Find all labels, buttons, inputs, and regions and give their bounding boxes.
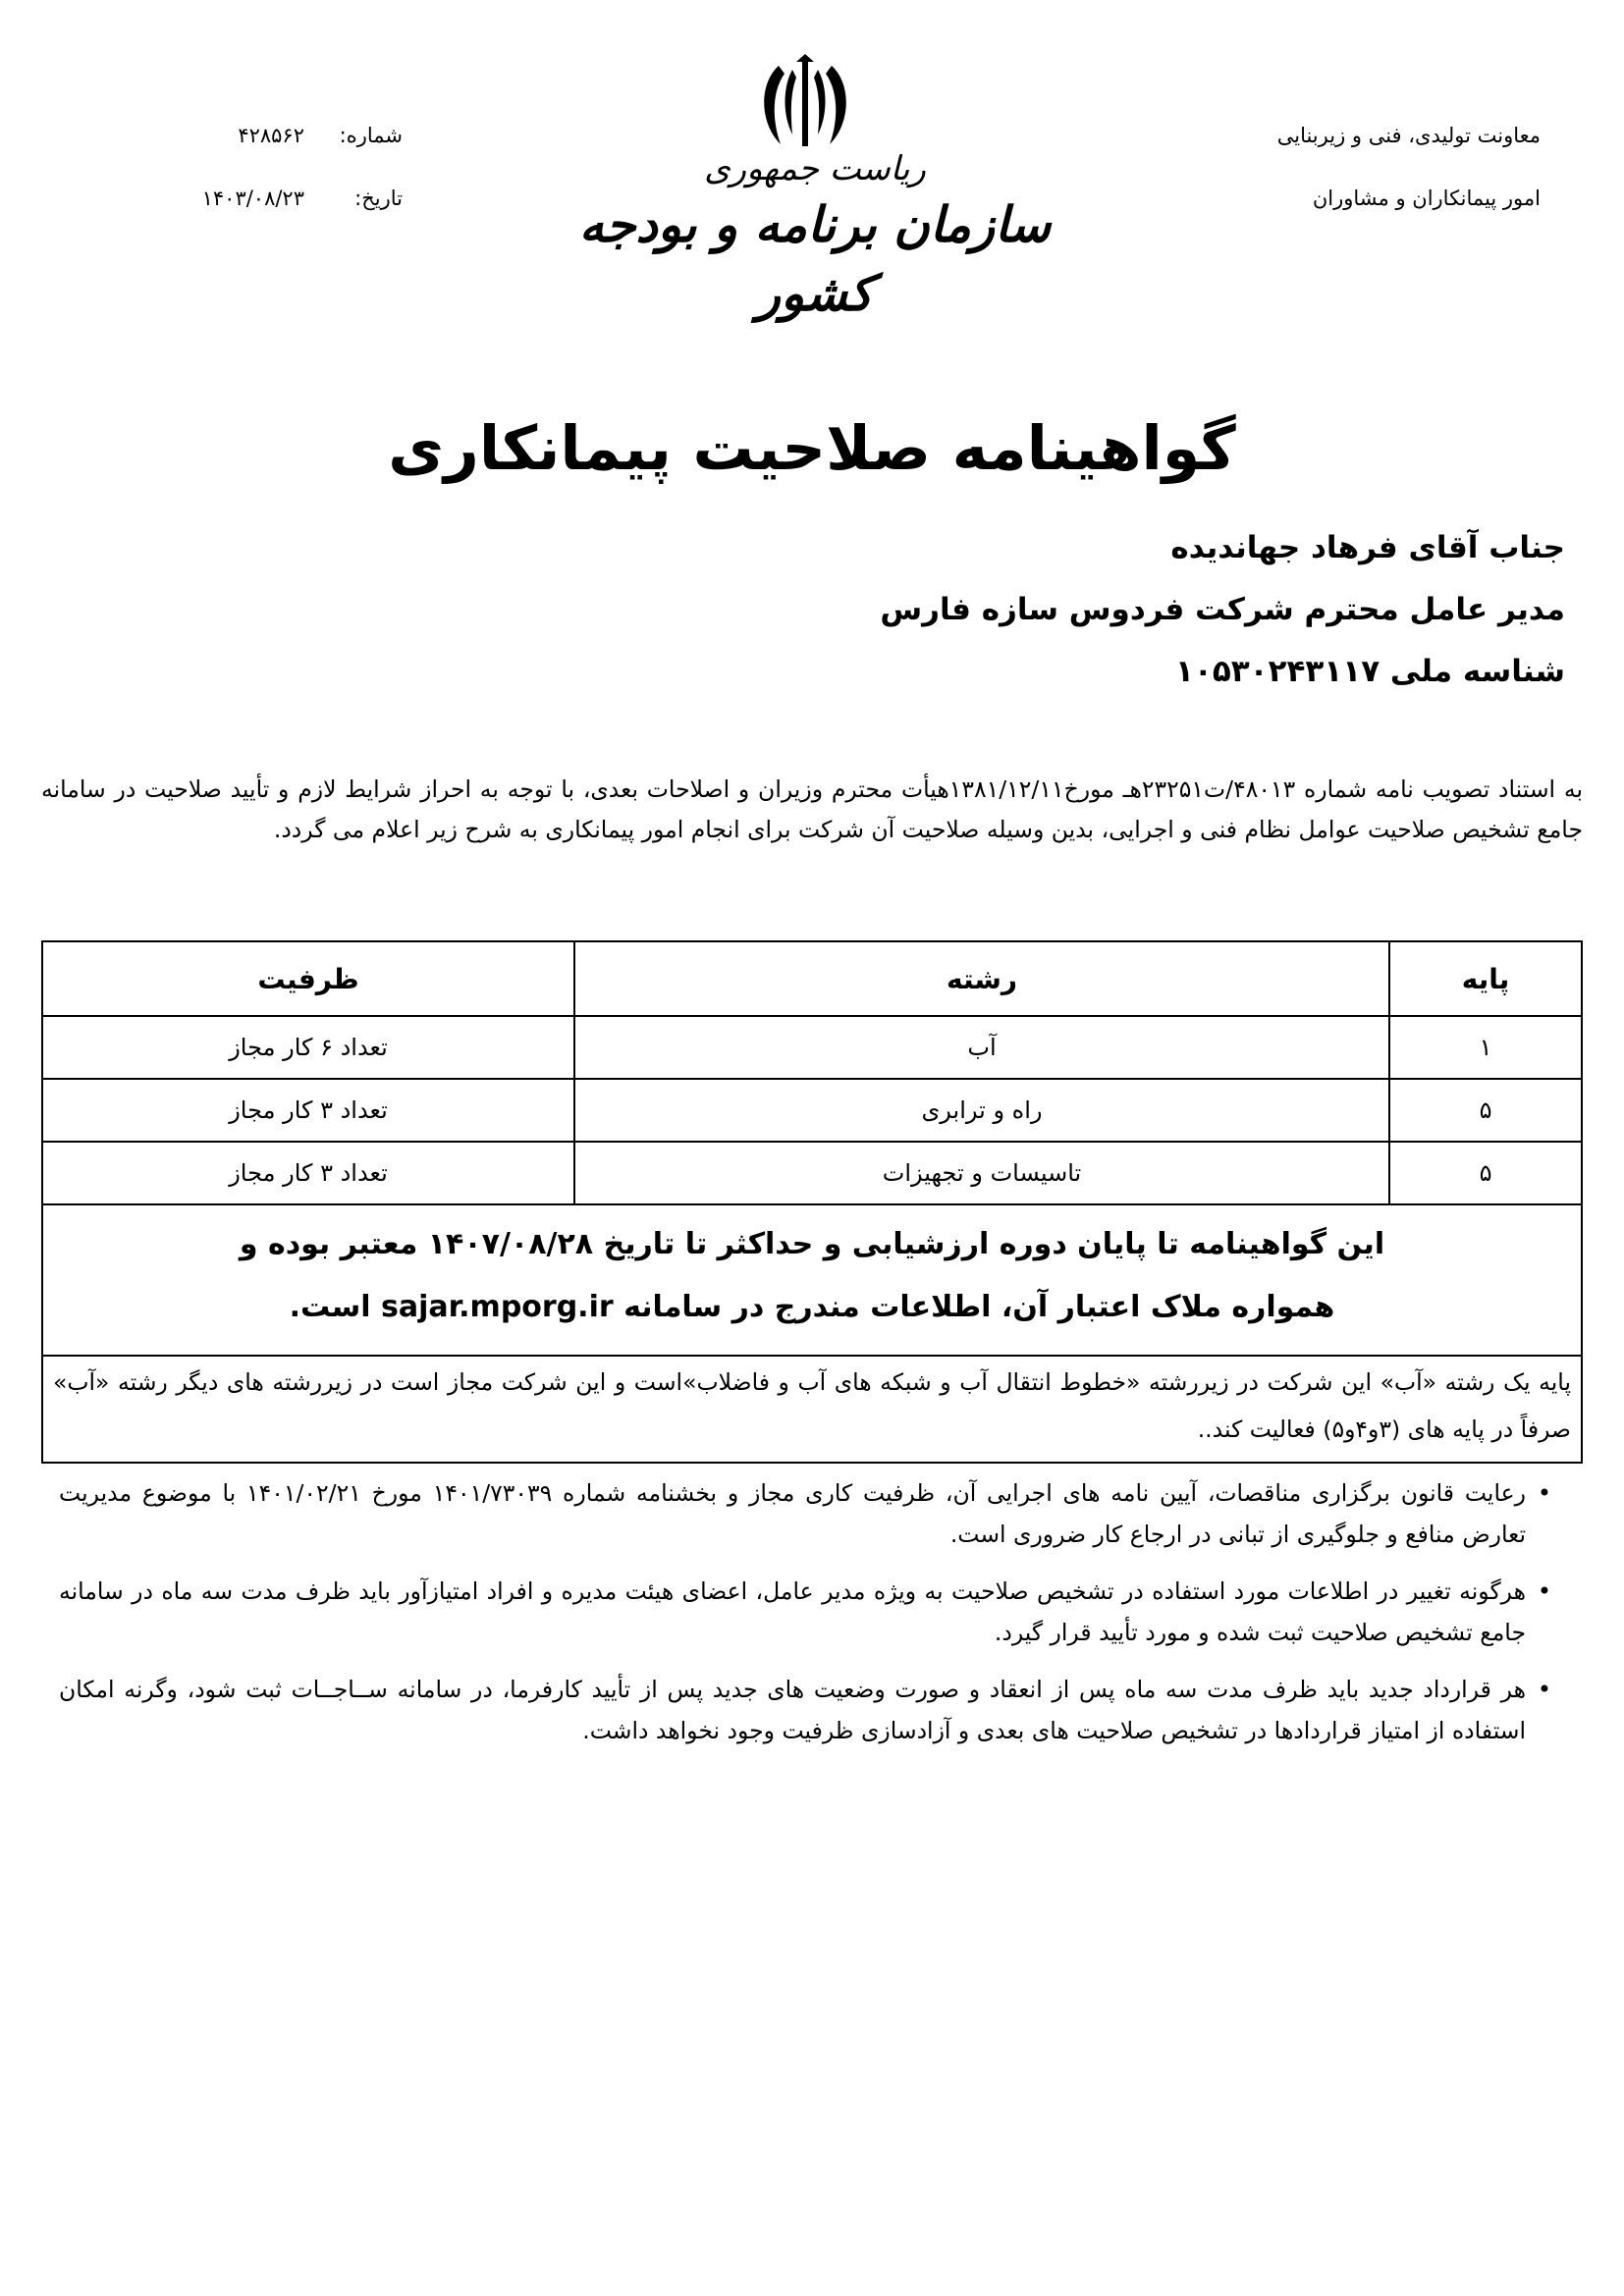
bullet-icon: • <box>1537 1676 1551 1703</box>
document-title: گواهینامه صلاحیت پیمانکاری <box>388 412 1236 484</box>
recipient-national-id: شناسه ملی ۱۰۵۳۰۲۴۳۱۱۷ <box>1174 654 1565 689</box>
intro-paragraph: به استناد تصویب نامه شماره ۴۸۰۱۳/ت۲۳۲۵۱هـ مورخ۱۳۸۱/۱۲/۱۱هیأت محترم وزیران و اصلاحات بعدی، با توجه به احراز شرایط لازم و تأیید صلاحیت در سامانه جامع تشخیص صلاحیت عوامل نظام فنی و اجرایی، بدین وسیله صلاحیت آن شرکت برای انجام امور پیمانکاری به شرح زیر اعلام می گردد. <box>41 775 1583 843</box>
list-item-text: رعایت قانون برگزاری مناقصات، آیین نامه های اجرایی آن، ظرفیت کاری مجاز و بخشنامه شماره ۱۴۰۱/۷۳۰۳۹ مورخ ۱۴۰۱/۰۲/۲۱ با موضوع مدیریت تعارض منافع و جلوگیری از تبانی در ارجاع کار ضروری است. <box>59 1479 1526 1548</box>
header-grade: پایه <box>1461 962 1510 995</box>
letter-date-value: ۱۴۰۳/۰۸/۲۳ <box>201 187 304 210</box>
validity-line-2: همواره ملاک اعتبار آن، اطلاعات مندرج در سامانه sajar.mporg.ir است. <box>289 1290 1335 1324</box>
list-item-text: هرگونه تغییر در اطلاعات مورد استفاده در تشخیص صلاحیت به ویژه مدیر عامل، اعضای هیئت مدیره و افراد امتیازآور باید ظرف مدت سه ماه در سامانه جامع تشخیص صلاحیت ثبت شده و مورد تأیید قرار گیرد. <box>59 1577 1526 1646</box>
validity-line-1: این گواهینامه تا پایان دوره ارزشیابی و حداکثر تا تاریخ ۱۴۰۷/۰۸/۲۸ معتبر بوده و <box>239 1227 1385 1261</box>
department-line-2: امور پیمانکاران و مشاوران <box>1312 187 1541 210</box>
bullet-icon: • <box>1537 1479 1551 1507</box>
bullet-icon: • <box>1537 1577 1551 1605</box>
recipient-position: مدیر عامل محترم شرکت فردوس سازه فارس <box>880 592 1565 627</box>
iran-emblem-icon <box>751 54 859 152</box>
row-1-grade: ۱ <box>1479 1034 1492 1061</box>
row-3-field: تاسیسات و تجهیزات <box>882 1159 1082 1187</box>
qualification-table <box>41 940 1583 1464</box>
row-1-capacity: تعداد ۶ کار مجاز <box>229 1034 388 1061</box>
header-field: رشته <box>946 962 1018 995</box>
list-item <box>59 1571 1551 1653</box>
conditions-list <box>59 1472 1551 1767</box>
letter-date <box>177 187 412 216</box>
row-2-grade: ۵ <box>1479 1096 1492 1124</box>
row-3-grade: ۵ <box>1479 1159 1492 1187</box>
letter-number-value: ۴۲۸۵۶۲ <box>238 124 304 147</box>
presidency-text: ریاست جمهوری <box>704 149 926 188</box>
row-2-capacity: تعداد ۳ کار مجاز <box>229 1096 388 1124</box>
organization-name: سازمان برنامه و بودجه کشور <box>578 195 1052 322</box>
row-3-capacity: تعداد ۳ کار مجاز <box>229 1159 388 1187</box>
letter-number-label: شماره: <box>339 124 403 147</box>
letter-number <box>177 124 412 153</box>
letter-date-label: تاریخ: <box>354 187 403 210</box>
organization-logo <box>569 147 1060 322</box>
list-item <box>59 1472 1551 1555</box>
header-capacity: ظرفیت <box>257 962 359 995</box>
validity-statement <box>43 1213 1581 1339</box>
row-1-field: آب <box>967 1034 997 1061</box>
department-line-1: معاونت تولیدی، فنی و زیربنایی <box>1276 124 1541 147</box>
list-item <box>59 1669 1551 1751</box>
table-note: پایه یک رشته «آب» این شرکت در زیررشته «خطوط انتقال آب و شبکه های آب و فاضلاب»است و این شرکت مجاز است در زیررشته های دیگر رشته «آب» صرفاً در پایه های (۳و۴و۵) فعالیت کند.. <box>53 1368 1571 1443</box>
list-item-text: هر قرارداد جدید باید ظرف مدت سه ماه پس از انعقاد و صورت وضعیت های جدید پس از تأیید کارفرما، در سامانه ســاجــات ثبت شود، وگرنه امکان استفاده از امتیاز قراردادها در تشخیص صلاحیت های بعدی و آزادسازی ظرفیت وجود نخواهد داشت. <box>59 1676 1526 1744</box>
row-2-field: راه و ترابری <box>921 1096 1043 1124</box>
recipient-name: جناب آقای فرهاد جهاندیده <box>1170 530 1565 565</box>
